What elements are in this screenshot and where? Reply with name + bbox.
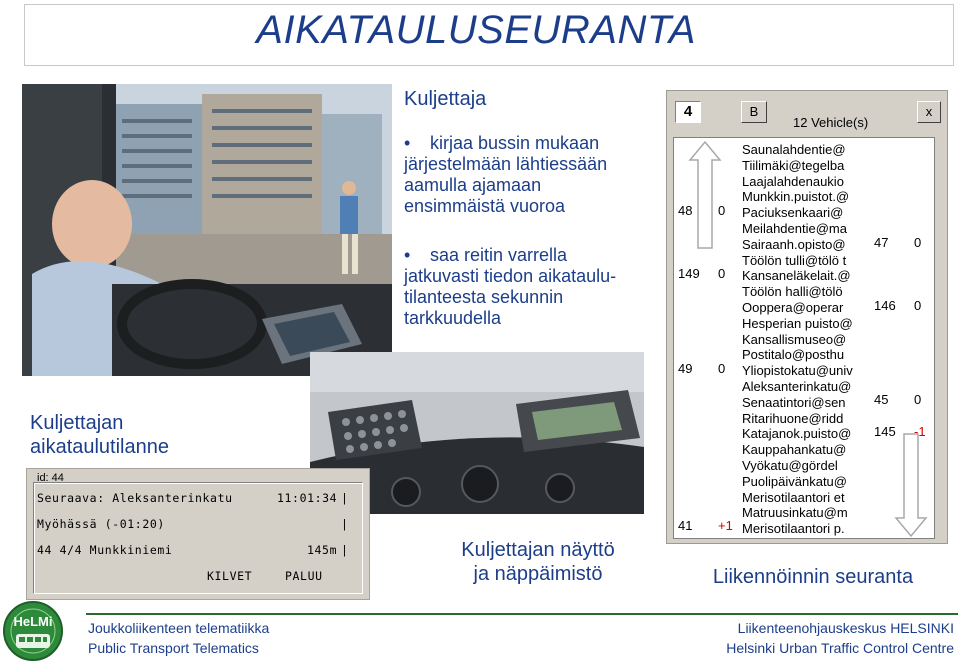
driver-bullet-2 — [404, 245, 654, 329]
stop-name[interactable]: Ritarihuone@ridd — [742, 410, 844, 426]
stop-name[interactable]: Kauppahankatu@ — [742, 442, 847, 458]
vehicle-delay: 0 — [914, 297, 922, 313]
stop-name[interactable]: Paciuksenkaari@ — [742, 205, 844, 221]
route-number-box[interactable]: 4 — [675, 101, 701, 123]
stop-name[interactable]: Munkkin.puistot.@ — [742, 189, 850, 205]
vehicle-tracking-panel — [666, 90, 948, 544]
vehicle-id[interactable]: 145 — [874, 423, 896, 439]
delay-row: Myöhässä (-01:20) — [37, 517, 165, 531]
bullet-line: järjestelmään lähtiessään — [404, 154, 608, 174]
stop-name[interactable]: Puolipäivänkatu@ — [742, 473, 847, 489]
bullet-line: tarkkuudella — [404, 308, 502, 328]
stop-name[interactable]: Aleksanterinkatu@ — [742, 379, 852, 394]
distance-value: 145m — [307, 543, 338, 557]
bullet-line: aamulla ajamaan — [404, 175, 542, 195]
terminal-bar: | — [341, 491, 349, 505]
stop-name[interactable]: Töölön tulli@tölö t — [742, 252, 847, 268]
route-row: 44 4/4 Munkkiniemi — [37, 543, 173, 557]
b-button[interactable]: B — [741, 101, 767, 123]
stop-name[interactable]: Kansaneläkelait.@ — [742, 268, 851, 284]
bullet-line: tilanteesta sekunnin — [404, 287, 564, 307]
vehicle-id[interactable]: 41 — [678, 518, 693, 533]
footer-org-fi: Joukkoliikenteen telematiikka — [88, 620, 270, 636]
stop-list[interactable] — [673, 137, 935, 539]
driver-bullet-1 — [404, 133, 654, 217]
vehicle-id[interactable]: 47 — [874, 234, 889, 250]
stop-name[interactable]: Vyökatu@gördel — [742, 458, 838, 473]
vehicle-delay: 0 — [718, 203, 726, 218]
terminal-id-label: id: 44 — [37, 472, 64, 484]
display-caption — [420, 538, 656, 586]
vehicle-delay: 0 — [718, 266, 726, 281]
situation-label-line: aikataulutilanne — [30, 436, 169, 458]
stop-name[interactable]: Töölön halli@tölö — [742, 284, 843, 300]
close-button[interactable]: x — [917, 101, 941, 123]
terminal-bar: | — [341, 517, 349, 531]
vehicle-id[interactable]: 48 — [678, 203, 693, 218]
stop-name[interactable]: Postitalo@posthu — [742, 347, 845, 363]
vehicle-id[interactable]: 149 — [678, 266, 700, 281]
vehicle-delay: 0 — [914, 234, 922, 250]
bullet-icon: • — [404, 245, 411, 265]
logo-text: HeLMi — [13, 614, 53, 629]
vehicle-id[interactable]: 45 — [874, 392, 889, 407]
footer-centre-fi: Liikenteenohjauskeskus HELSINKI — [737, 620, 954, 636]
traffic-caption: Liikennöinnin seuranta — [712, 566, 914, 588]
stop-name[interactable]: Katajanok.puisto@ — [742, 426, 852, 442]
driver-photo — [22, 84, 392, 376]
next-stop-row: Seuraava: Aleksanterinkatu — [37, 491, 233, 505]
display-caption-line: Kuljettajan näyttö — [461, 539, 615, 561]
driver-terminal-display — [26, 468, 370, 600]
footer-org-en: Public Transport Telematics — [88, 640, 259, 656]
stop-name[interactable]: Merisotilaantori et — [742, 489, 845, 505]
driver-heading: Kuljettaja — [404, 88, 487, 110]
vehicle-delay: 0 — [718, 360, 726, 376]
driver-situation-label — [30, 411, 169, 459]
kilvet-key[interactable]: KILVET — [207, 569, 253, 583]
bullet-line: ensimmäistä vuoroa — [404, 196, 566, 216]
vehicle-id[interactable]: 146 — [874, 297, 896, 313]
stop-name[interactable]: Senaatintori@sen — [742, 394, 846, 410]
stop-name[interactable]: Oopperа@operar — [742, 300, 844, 315]
page-title: AIKATAULUSEURANTA — [256, 8, 696, 52]
stop-name[interactable]: Saunalahdentie@ — [742, 142, 846, 157]
stop-name[interactable]: Merisotilaantori p. — [742, 521, 845, 537]
bullet-icon: • — [404, 133, 411, 153]
footer-divider — [86, 613, 958, 615]
stop-name[interactable]: Tiilimäki@tegelba — [742, 157, 845, 173]
stop-name[interactable]: Laajalahdenaukio — [742, 173, 844, 189]
vehicle-id[interactable]: 49 — [678, 360, 693, 376]
bullet-line: saa reitin varrella — [430, 245, 568, 265]
stop-name[interactable]: Meilahdentie@ma — [742, 221, 847, 236]
clock-value: 11:01:34 — [277, 491, 338, 505]
vehicle-delay: 0 — [914, 392, 922, 407]
stop-name[interactable]: Hesperian puisto@ — [742, 315, 853, 331]
vehicle-delay: -1 — [914, 423, 926, 439]
display-caption-line: ja näppäimistö — [473, 563, 603, 585]
footer-centre-en: Helsinki Urban Traffic Control Centre — [726, 640, 954, 656]
situation-label-line: Kuljettajan — [30, 412, 124, 434]
helmi-logo — [2, 600, 64, 662]
down-arrow-icon — [894, 432, 928, 538]
bullet-line: kirjaa bussin mukaan — [430, 133, 600, 153]
terminal-bar: | — [341, 543, 349, 557]
vehicle-delay: +1 — [718, 518, 733, 533]
paluu-key[interactable]: PALUU — [285, 569, 323, 583]
stop-name[interactable]: Sairaanh.opisto@ — [742, 236, 846, 252]
bullet-line: jatkuvasti tiedon aikataulu- — [404, 266, 617, 286]
stop-name[interactable]: Kansallismuseo@ — [742, 331, 847, 347]
up-arrow-icon — [688, 140, 722, 250]
stop-name[interactable]: Yliopistokatu@univ — [742, 363, 853, 379]
vehicle-count: 12 Vehicle(s) — [793, 115, 869, 130]
stop-name[interactable]: Matruusinkatu@m — [742, 505, 848, 521]
